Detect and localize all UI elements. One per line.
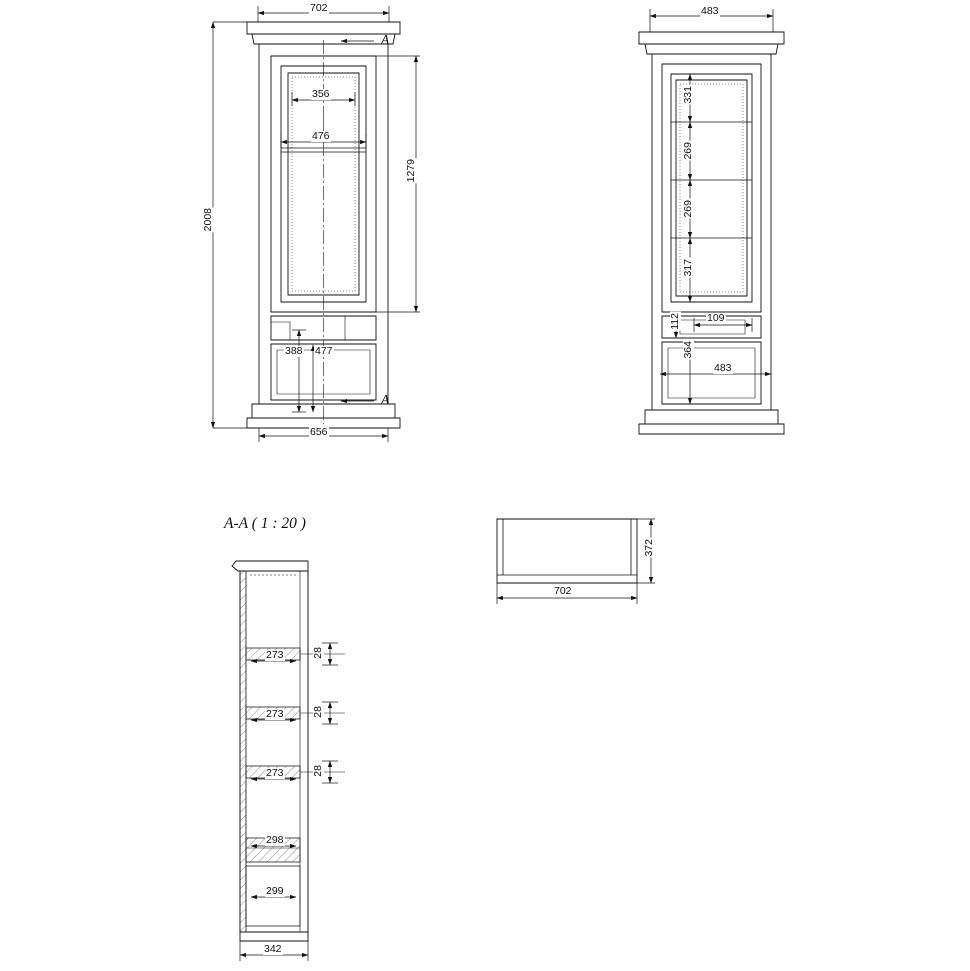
- section-mark-a-top: A: [381, 32, 390, 47]
- dim-front-702: 702: [310, 2, 328, 14]
- side-view-dimensions: [650, 9, 773, 404]
- dim-section-273-c: 273: [266, 767, 284, 779]
- dim-section-28-a: 28: [312, 647, 324, 659]
- front-view-dimensions: [213, 6, 420, 442]
- dim-section-342: 342: [264, 943, 282, 955]
- dim-side-317: 317: [682, 259, 694, 277]
- dim-side-483-bottom: 483: [714, 362, 732, 374]
- dim-front-477: 477: [315, 345, 333, 357]
- dim-front-388: 388: [285, 345, 303, 357]
- dim-section-299: 299: [266, 885, 284, 897]
- dim-side-269-b: 269: [682, 200, 694, 218]
- dim-front-356: 356: [312, 88, 330, 100]
- dim-top-372: 372: [643, 539, 655, 557]
- front-view-geometry: [247, 22, 400, 428]
- section-view-dimensions: [240, 643, 338, 961]
- dim-side-483-top: 483: [701, 5, 719, 17]
- dim-side-112: 112: [669, 313, 681, 330]
- dim-top-702: 702: [554, 585, 572, 597]
- section-view-geometry: [232, 561, 345, 941]
- dim-side-331: 331: [682, 86, 694, 104]
- dim-side-269-a: 269: [682, 142, 694, 160]
- dim-front-2008: 2008: [202, 208, 214, 232]
- dim-section-298: 298: [266, 834, 284, 846]
- dim-section-273-a: 273: [266, 649, 284, 661]
- section-title-aa: A-A ( 1 : 20 ): [224, 515, 306, 532]
- dim-side-109: 109: [707, 312, 725, 324]
- dim-section-273-b: 273: [266, 708, 284, 720]
- dim-front-1279: 1279: [405, 159, 417, 183]
- dim-side-364: 364: [682, 341, 694, 359]
- dim-section-28-c: 28: [312, 765, 324, 777]
- section-mark-a-bottom: A: [381, 392, 390, 407]
- dim-front-476: 476: [312, 130, 330, 142]
- top-view-geometry: [497, 519, 637, 583]
- dim-front-656: 656: [310, 426, 328, 438]
- dim-section-28-b: 28: [312, 706, 324, 718]
